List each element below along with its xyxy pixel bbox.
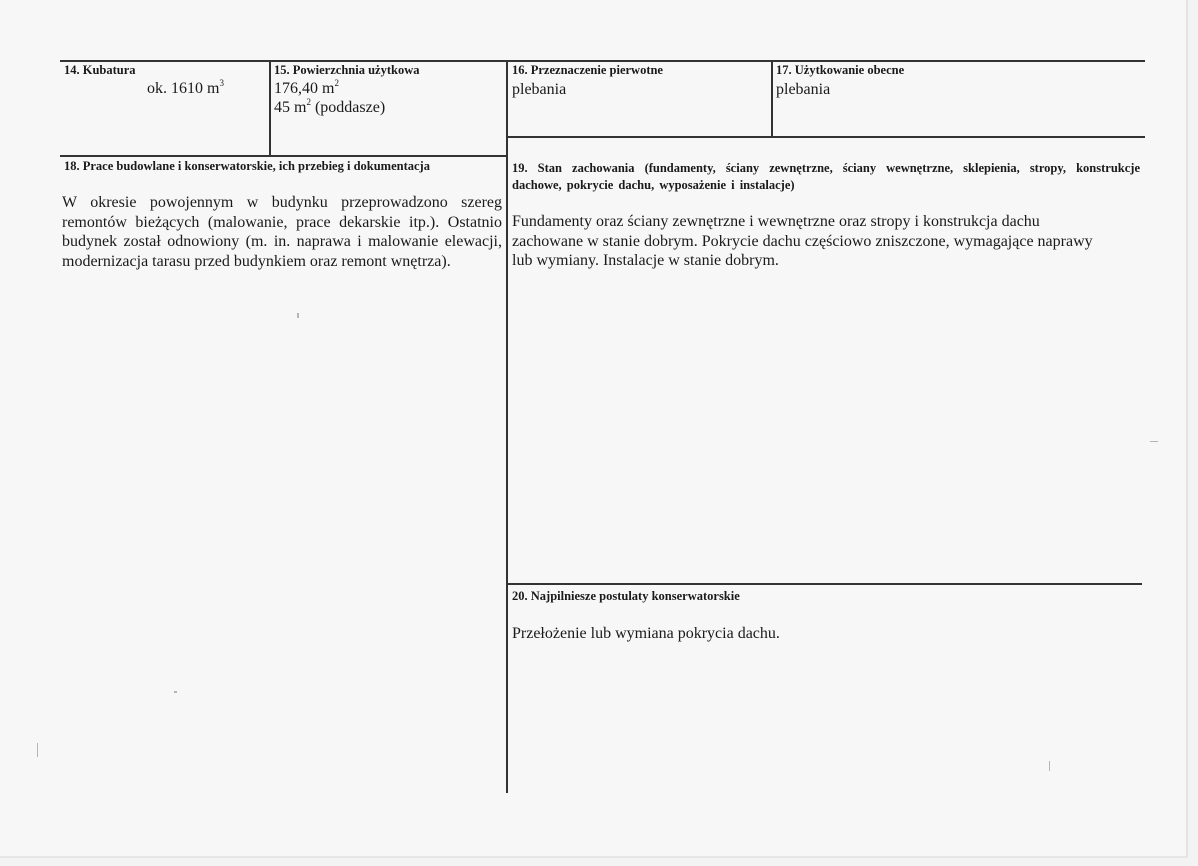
scan-speck [1150, 441, 1158, 442]
field15-label: 15. Powierzchnia użytkowa [274, 63, 420, 77]
field16-label: 16. Przeznaczenie pierwotne [512, 63, 663, 77]
field14-value: ok. 1610 $m^3$ [147, 78, 224, 97]
field19-line: lub wymiany. Instalacje w stanie dobrym. [512, 252, 779, 269]
top-rule [60, 60, 1145, 62]
field18-text: W okresie powojennym w budynku przeprowadzono szereg remontów bieżących (malowanie, prace dekarskie itp.). Ostatnio budynek został odnowiony (m. in. naprawa i malowanie elewacji, modernizacja tarasu przed budynkiem oraz remont wnętrza). [62, 194, 502, 270]
field17-label: 17. Użytkowanie obecne [776, 63, 905, 77]
divider-14-15 [269, 61, 271, 156]
divider-16-17 [771, 61, 773, 138]
scan-speck [1049, 761, 1050, 771]
field18-label: 18. Prace budowlane i konserwatorskie, ich przebieg i dokumentacja [64, 159, 430, 173]
scan-speck [297, 313, 299, 318]
field17-value: plebania [776, 81, 831, 98]
field14-label: 14. Kubatura [64, 63, 136, 77]
divider-main [506, 61, 508, 793]
field19-text [512, 212, 1142, 271]
field19-line: zachowane w stanie dobrym. Pokrycie dachu częściowo zniszczone, wymagające naprawy [512, 232, 1093, 250]
field15-value-area: 176,40 $m^2$ [274, 78, 339, 97]
field19-line: Fundamenty oraz ściany zewnętrzne i wewnętrzne oraz stropy i konstrukcja dachu [512, 213, 1040, 230]
field19-label: 19. Stan zachowania (fundamenty, ściany zewnętrzne, ściany wewnętrzne, sklepienia, stropy, konstrukcje dachowe, pokrycie dachu, wyposażenie i instalacje) [512, 161, 1140, 192]
row1-bottom-rule-right [508, 136, 1145, 138]
row1-bottom-rule-left [60, 155, 508, 157]
field20-text: Przełożenie lub wymiana pokrycia dachu. [512, 625, 780, 642]
field20-top-rule [508, 583, 1142, 585]
field15-value-attic: 45 $m^2$ (poddasze) [274, 97, 386, 116]
field16-value: plebania [512, 81, 567, 98]
scan-speck [174, 691, 177, 693]
scan-speck [37, 743, 38, 757]
field20-label: 20. Najpilniesze postulaty konserwatorskie [512, 589, 740, 603]
